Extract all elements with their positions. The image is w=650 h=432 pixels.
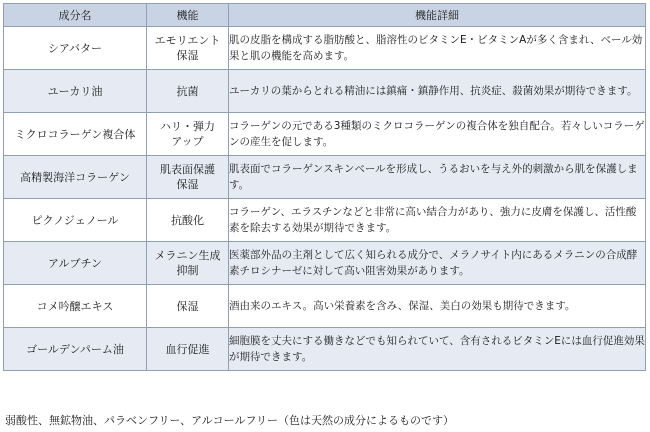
ingredient-detail: 酒由来のエキス。高い栄養素を含み、保湿、美白の効果も期待できます。 [229, 285, 646, 328]
table-row [4, 285, 646, 328]
table-row [4, 242, 646, 285]
ingredient-function [147, 242, 229, 285]
header-function: 機能 [147, 4, 229, 27]
ingredient-function [147, 70, 229, 113]
ingredient-function [147, 285, 229, 328]
table-row [4, 113, 646, 156]
function-line: 肌表面保護 [160, 163, 215, 176]
table-row [4, 328, 646, 371]
table-row [4, 156, 646, 199]
ingredient-function [147, 328, 229, 371]
ingredient-name: ミクロコラーゲン複合体 [4, 113, 147, 156]
ingredient-detail: ユーカリの葉からとれる精油には鎮痛・鎮静作用、抗炎症、殺菌効果が期待できます。 [229, 70, 646, 113]
ingredient-function [147, 156, 229, 199]
function-line: 保湿 [176, 49, 199, 62]
header-detail: 機能詳細 [229, 4, 646, 27]
ingredient-detail: コラーゲン、エラスチンなどと非常に高い結合力があり、強力に皮膚を保護し、活性酸素を除去する効果が期待できます。 [229, 199, 646, 242]
table-row [4, 199, 646, 242]
table-row [4, 70, 646, 113]
ingredient-detail: 肌表面でコラーゲンスキンベールを形成し、うるおいを与え外的刺激から肌を保護します。 [229, 156, 646, 199]
ingredient-detail: 医薬部外品の主剤として広く知られる成分で、メラノサイト内にあるメラニンの合成酵素チロシナーゼに対して高い阻害効果があります。 [229, 242, 646, 285]
function-line: メラニン生成 [154, 249, 221, 262]
ingredient-function [147, 199, 229, 242]
ingredient-name: ゴールデンパーム油 [4, 328, 147, 371]
header-name: 成分名 [4, 4, 147, 27]
function-line: 抑制 [176, 264, 199, 277]
function-line: アップ [171, 135, 204, 148]
ingredient-detail: コラーゲンの元である3種類のミクロコラーゲンの複合体を独自配合。若々しいコラーゲンの産生を促します。 [229, 113, 646, 156]
ingredient-function [147, 113, 229, 156]
table-header-row [4, 4, 646, 27]
footnote: 弱酸性、無鉱物油、パラベンフリー、アルコールフリー（色は天然の成分によるものです） [5, 414, 455, 427]
ingredient-name: 高精製海洋コラーゲン [4, 156, 147, 199]
function-line: 保湿 [176, 178, 199, 191]
function-line: 抗菌 [176, 84, 199, 98]
function-line: ハリ・弾力 [160, 120, 215, 133]
function-line: 抗酸化 [171, 213, 204, 227]
function-line: エモリエント [154, 34, 221, 47]
ingredient-detail: 肌の皮脂を構成する脂肪酸と、脂溶性のビタミンE・ビタミンAが多く含まれ、ベール効果と肌の機能を高めます。 [229, 27, 646, 70]
function-line: 保湿 [176, 299, 199, 313]
ingredients-table [3, 3, 646, 371]
ingredient-name: シアバター [4, 27, 147, 70]
ingredient-detail: 細胞膜を丈夫にする働きなどでも知られていて、含有されるビタミンEには血行促進効果が期待できます。 [229, 328, 646, 371]
ingredient-name: ユーカリ油 [4, 70, 147, 113]
table-body [4, 27, 646, 371]
ingredient-name: アルブチン [4, 242, 147, 285]
ingredient-name: ピクノジェノール [4, 199, 147, 242]
ingredient-name: コメ吟醸エキス [4, 285, 147, 328]
function-line: 血行促進 [165, 342, 210, 356]
table-row [4, 27, 646, 70]
ingredient-function [147, 27, 229, 70]
